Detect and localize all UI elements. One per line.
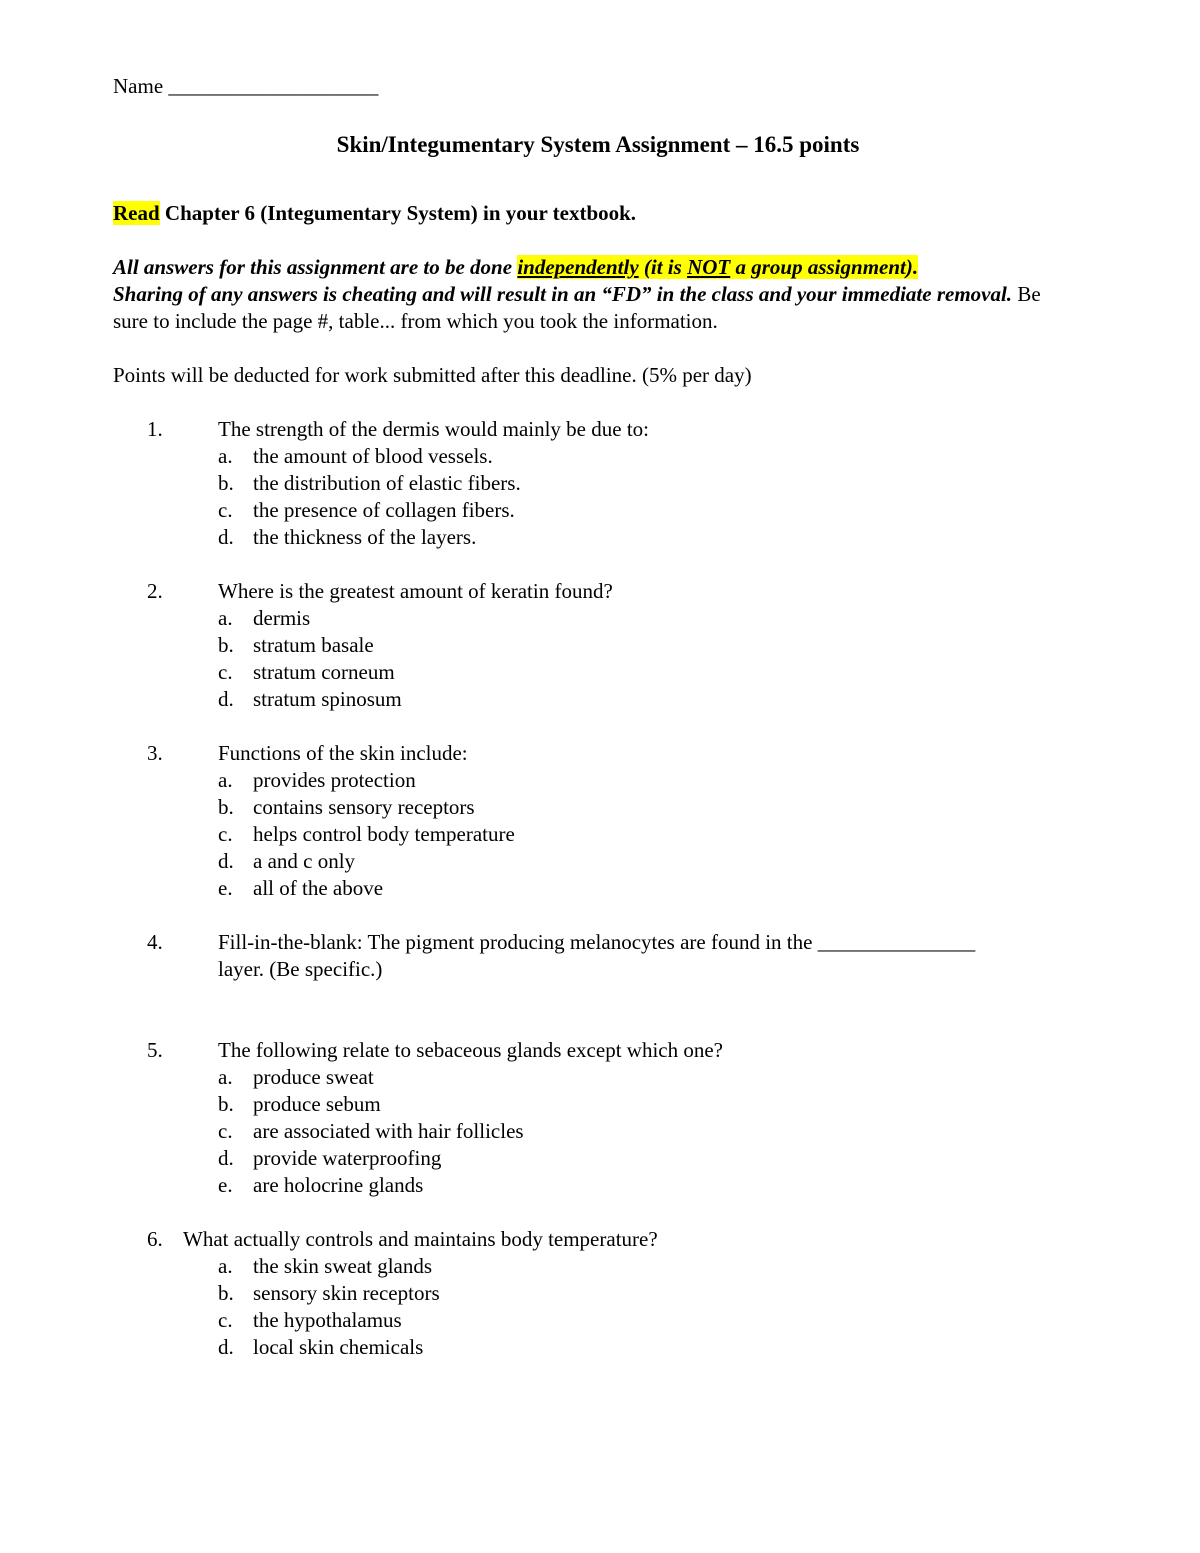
question-number: 5.	[147, 1038, 163, 1062]
option-text: stratum basale	[253, 633, 374, 657]
deadline-note: Points will be deducted for work submitted after this deadline. (5% per day)	[113, 363, 752, 387]
option-text: are associated with hair follicles	[253, 1119, 524, 1143]
option-text: produce sweat	[253, 1065, 374, 1089]
question-text: Where is the greatest amount of keratin found?	[218, 579, 613, 603]
option-text: are holocrine glands	[253, 1173, 424, 1197]
answer-option	[218, 848, 1073, 875]
option-letter: a.	[218, 768, 233, 792]
honesty-warning	[113, 254, 1073, 335]
answer-option	[218, 1334, 1073, 1361]
option-letter: b.	[218, 1281, 234, 1305]
option-letter: e.	[218, 876, 233, 900]
answer-option	[218, 605, 1073, 632]
question-number: 3.	[147, 741, 163, 765]
not-word: NOT	[687, 255, 731, 279]
question-3	[113, 740, 1073, 902]
answer-option	[218, 497, 1073, 524]
warning-part5: Be sure to include the page #, table... from which you took the information.	[113, 282, 1041, 333]
option-text: local skin chemicals	[253, 1335, 424, 1359]
question-text-line1: Fill-in-the-blank: The pigment producing melanocytes are found in the _______________	[218, 930, 976, 954]
option-letter: c.	[218, 822, 233, 846]
name-blank: ____________________	[168, 74, 379, 98]
option-text: the thickness of the layers.	[253, 525, 477, 549]
independently-word: independently	[517, 255, 639, 279]
option-text: stratum spinosum	[253, 687, 402, 711]
option-text: all of the above	[253, 876, 384, 900]
warning-part4: Sharing of any answers is cheating and will result in an “FD” in the class and your immediate removal.	[113, 282, 1013, 306]
answer-option	[218, 1307, 1073, 1334]
answer-option	[218, 1172, 1073, 1199]
option-text: the skin sweat glands	[253, 1254, 433, 1278]
warning-part2: (it is	[638, 255, 688, 279]
option-letter: d.	[218, 1335, 234, 1359]
option-text: provides protection	[253, 768, 416, 792]
warning-part1: All answers for this assignment are to be done	[113, 255, 518, 279]
reading-instruction	[113, 200, 1073, 227]
option-letter: d.	[218, 687, 234, 711]
option-letter: a.	[218, 1065, 233, 1089]
answer-option	[218, 524, 1073, 551]
question-4	[113, 929, 1073, 983]
answer-option	[218, 1280, 1073, 1307]
question-text: The strength of the dermis would mainly be due to:	[218, 417, 649, 441]
answer-option	[218, 875, 1073, 902]
option-letter: c.	[218, 1308, 233, 1332]
answer-option	[218, 767, 1073, 794]
option-text: stratum corneum	[253, 660, 395, 684]
option-text: sensory skin receptors	[253, 1281, 440, 1305]
answer-option	[218, 1118, 1073, 1145]
document-page	[113, 73, 1073, 1361]
answer-option	[218, 821, 1073, 848]
option-letter: c.	[218, 498, 233, 522]
read-highlight: Read	[113, 201, 160, 225]
answer-option	[218, 443, 1073, 470]
name-line	[113, 73, 1073, 100]
name-label: Name	[113, 74, 164, 98]
question-number: 2.	[147, 579, 163, 603]
question-text-line2: layer. (Be specific.)	[218, 957, 383, 981]
option-letter: d.	[218, 849, 234, 873]
option-letter: a.	[218, 1254, 233, 1278]
option-letter: a.	[218, 444, 233, 468]
option-text: the distribution of elastic fibers.	[253, 471, 521, 495]
option-text: produce sebum	[253, 1092, 381, 1116]
warning-part3: a group assignment).	[730, 255, 919, 279]
question-2	[113, 578, 1073, 713]
question-number: 4.	[147, 930, 163, 954]
answer-option	[218, 1091, 1073, 1118]
option-letter: b.	[218, 795, 234, 819]
answer-option	[218, 1145, 1073, 1172]
answer-option	[218, 470, 1073, 497]
option-letter: c.	[218, 1119, 233, 1143]
answer-option	[218, 1253, 1073, 1280]
option-text: dermis	[253, 606, 311, 630]
question-5	[113, 1037, 1073, 1199]
option-text: the hypothalamus	[253, 1308, 402, 1332]
option-letter: b.	[218, 1092, 234, 1116]
option-letter: b.	[218, 633, 234, 657]
reading-text: Chapter 6 (Integumentary System) in your textbook.	[159, 201, 637, 225]
option-letter: d.	[218, 525, 234, 549]
option-letter: d.	[218, 1146, 234, 1170]
option-letter: a.	[218, 606, 233, 630]
option-text: the presence of collagen fibers.	[253, 498, 515, 522]
option-text: the amount of blood vessels.	[253, 444, 493, 468]
question-text: What actually controls and maintains body temperature?	[183, 1227, 658, 1251]
option-text: a and c only	[253, 849, 356, 873]
option-text: provide waterproofing	[253, 1146, 442, 1170]
answer-option	[218, 794, 1073, 821]
question-text: Functions of the skin include:	[218, 741, 468, 765]
answer-option	[218, 1064, 1073, 1091]
question-number: 1.	[147, 417, 163, 441]
question-number: 6.	[147, 1227, 163, 1251]
page-title: Skin/Integumentary System Assignment – 16.5 points	[336, 132, 860, 157]
option-letter: b.	[218, 471, 234, 495]
answer-option	[218, 632, 1073, 659]
option-text: helps control body temperature	[253, 822, 515, 846]
option-letter: e.	[218, 1173, 233, 1197]
answer-option	[218, 659, 1073, 686]
question-6	[113, 1226, 1073, 1361]
question-1	[113, 416, 1073, 551]
option-text: contains sensory receptors	[253, 795, 475, 819]
option-letter: c.	[218, 660, 233, 684]
question-text: The following relate to sebaceous glands except which one?	[218, 1038, 723, 1062]
answer-option	[218, 686, 1073, 713]
